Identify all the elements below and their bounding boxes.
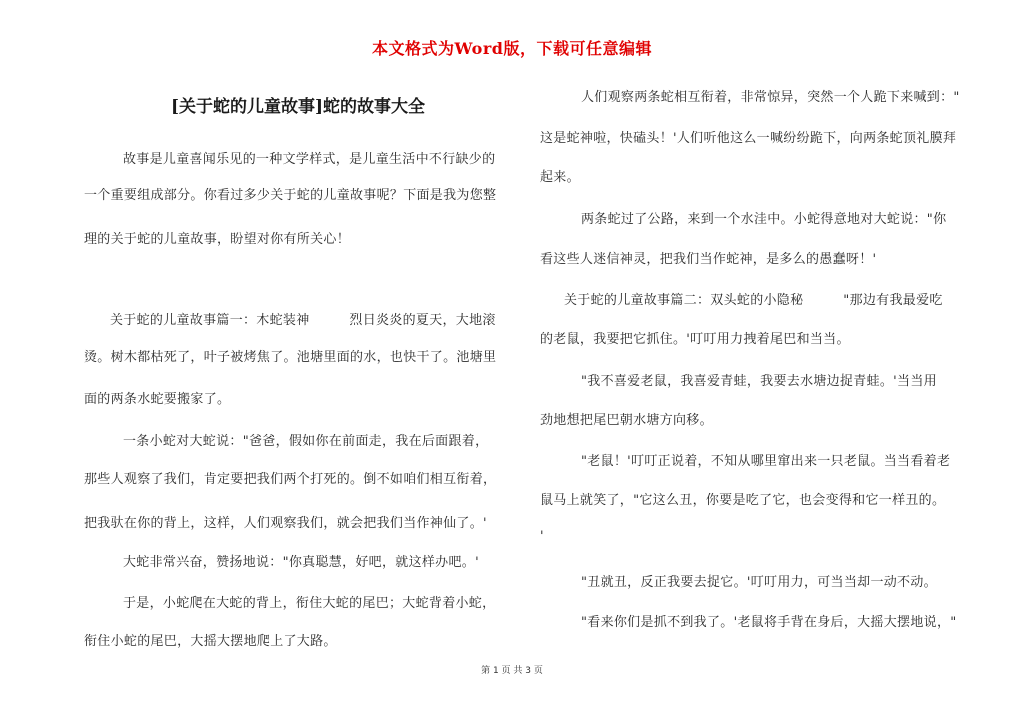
text-line: 鼠马上就笑了，"它这么丑，你要是吃了它，也会变得和它一样丑的。: [540, 493, 946, 508]
text-line: "看来你们是抓不到我了。'老鼠将手背在身后，大摇大摆地说，": [581, 615, 957, 630]
text-line: 劲地想把尾巴朝水塘方向移。: [540, 413, 713, 428]
text-line: 大蛇非常兴奋，赞扬地说："你真聪慧，好吧，就这样办吧。': [123, 555, 479, 570]
text-line: 理的关于蛇的儿童故事，盼望对你有所关心！: [84, 232, 351, 247]
text-line: 的老鼠，我要把它抓住。'叮叮用力拽着尾巴和当当。: [540, 332, 850, 347]
text-line: "老鼠！'叮叮正说着，不知从哪里窜出来一只老鼠。当当看着老: [581, 454, 951, 469]
text-line: 故事是儿童喜闻乐见的一种文学样式，是儿童生活中不行缺少的: [123, 152, 496, 167]
text-line: 关于蛇的儿童故事篇二：双头蛇的小隐秘 "那边有我最爱吃: [564, 293, 943, 308]
word-edit-banner: 本文格式为Word版，下载可任意编辑: [372, 39, 652, 58]
text-line: 把我驮在你的背上，这样，人们观察我们，就会把我们当作神仙了。': [84, 516, 487, 531]
text-line: 烫。树木都枯死了，叶子被烤焦了。池塘里面的水，也快干了。池塘里: [84, 350, 497, 365]
text-line: 起来。: [540, 170, 580, 185]
text-line: 一个重要组成部分。你看过多少关于蛇的儿童故事呢？下面是我为您整: [84, 188, 497, 203]
text-line: 人们观察两条蛇相互衔着，非常惊异，突然一个人跪下来喊到：": [581, 90, 960, 105]
text-line: 面的两条水蛇要搬家了。: [84, 392, 231, 407]
text-line: 衔住小蛇的尾巴，大摇大摆地爬上了大路。: [84, 634, 337, 649]
text-line: 一条小蛇对大蛇说："爸爸，假如你在前面走，我在后面跟着，: [123, 434, 489, 449]
text-line: 看这些人迷信神灵，把我们当作蛇神，是多么的愚蠢呀！': [540, 252, 877, 267]
text-line: 两条蛇过了公路，来到一个水洼中。小蛇得意地对大蛇说："你: [581, 212, 947, 227]
text-line: 于是，小蛇爬在大蛇的背上，衔住大蛇的尾巴；大蛇背着小蛇，: [123, 596, 496, 611]
page-number: 第 1 页 共 3 页: [481, 666, 543, 676]
document-title: [关于蛇的儿童故事]蛇的故事大全: [170, 97, 426, 117]
text-line: "丑就丑，反正我要去捉它。'叮叮用力，可当当却一动不动。: [581, 575, 937, 590]
text-line: 那些人观察了我们，肯定要把我们两个打死的。倒不如咱们相互衔着，: [84, 472, 497, 487]
text-line: 关于蛇的儿童故事篇一：木蛇装神 烈日炎炎的夏天，大地滚: [110, 313, 496, 328]
text-line: ': [540, 529, 544, 544]
text-line: "我不喜爱老鼠，我喜爱青蛙，我要去水塘边捉青蛙。'当当用: [581, 374, 937, 389]
text-line: 这是蛇神啦，快磕头！'人们听他这么一喊纷纷跪下，向两条蛇顶礼膜拜: [540, 131, 957, 146]
right-column: [512, 0, 1024, 723]
